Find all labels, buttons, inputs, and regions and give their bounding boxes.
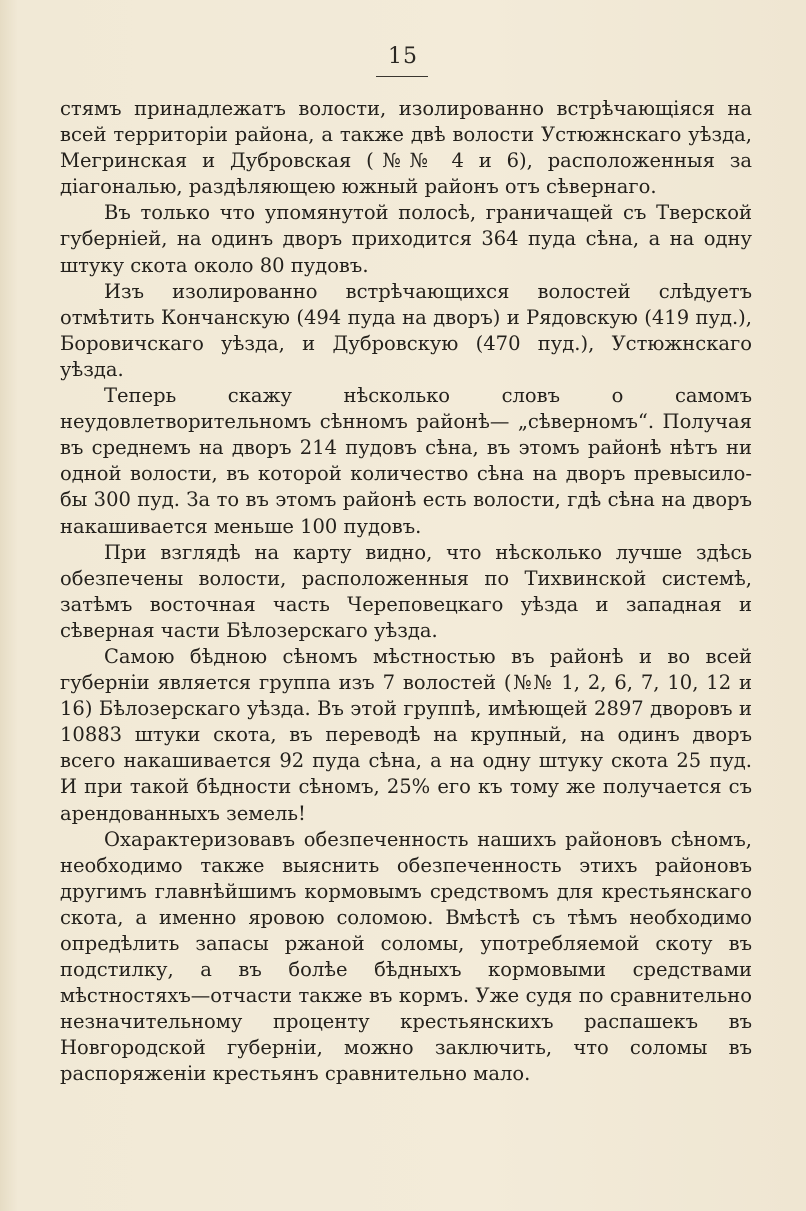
paragraph-2: Въ только что упомянутой полосѣ, граничащей съ Тверской губерніей, на одинъ дворъ приходится 364 пуда сѣна, а на одну штуку скота около 80 пудовъ. [60, 201, 752, 277]
paragraph-4: Теперь скажу нѣсколько словъ о самомъ неудовлетворительномъ сѣнномъ районѣ— „сѣверномъ“. Получая въ среднемъ на дворъ 214 пудовъ сѣна, въ этомъ районѣ нѣтъ ни одной волости, въ которой количество сѣна на дворъ превысило-бы 300 пуд. За то въ этомъ районѣ есть волости, гдѣ сѣна на дворъ накашивается меньше 100 пудовъ. [60, 384, 752, 538]
paragraph-3: Изъ изолированно встрѣчающихся волостей слѣдуетъ отмѣтить Кончанскую (494 пуда на дворъ) и Рядовскую (419 пуд.), Боровичскаго уѣзда, и Дубровскую (470 пуд.), Устюжнскаго уѣзда. [60, 279, 752, 381]
paragraph-6: Самою бѣдною сѣномъ мѣстностью въ районѣ и во всей губерніи является группа изъ 7 волостей (№№ 1, 2, 6, 7, 10, 12 и 16) Бѣлозерскаго уѣзда. Въ этой группѣ, имѣющей 2897 дворовъ и 10883 штуки скота, въ переводѣ на крупный, на одинъ дворъ всего накашивается 92 пуда сѣна, а на одну штуку скота 25 пуд. И при такой бѣдности сѣномъ, 25% его къ тому же получается съ арендованныхъ земель! [60, 644, 752, 825]
body-text [60, 96, 752, 1088]
page-number: 15 [388, 44, 418, 69]
paragraph-5: При взглядѣ на карту видно, что нѣсколько лучше здѣсь обезпечены волости, расположенныя по Тихвинской системѣ, затѣмъ восточная часть Череповецкаго уѣзда и западная и сѣверная части Бѣлозерскаго уѣзда. [60, 540, 752, 642]
paragraph-1: стямъ принадлежатъ волости, изолированно встрѣчающіяся на всей территоріи района, а также двѣ волости Устюжнскаго уѣзда, Мегринская и Дубровская (№№ 4 и 6), расположенныя за діагональю, раздѣляющею южный районъ отъ сѣвернаго. [60, 97, 752, 199]
paragraph-7: Охарактеризовавъ обезпеченность нашихъ районовъ сѣномъ, необходимо также выяснить обезпеченность этихъ районовъ другимъ главнѣйшимъ кормовымъ средствомъ для крестьянскаго скота, а именно яровою соломою. Вмѣстѣ съ тѣмъ необходимо опредѣлить запасы ржаной соломы, употребляемой скоту въ подстилку, а въ болѣе бѣдныхъ кормовыми средствами мѣстностяхъ—отчасти также въ кормъ. Уже судя по сравнительно незначительному проценту крестьянскихъ распашекъ въ Новгородской губерніи, можно заключить, что соломы въ распоряженіи крестьянъ сравнительно мало. [60, 827, 752, 1086]
page-number-rule [376, 76, 428, 77]
